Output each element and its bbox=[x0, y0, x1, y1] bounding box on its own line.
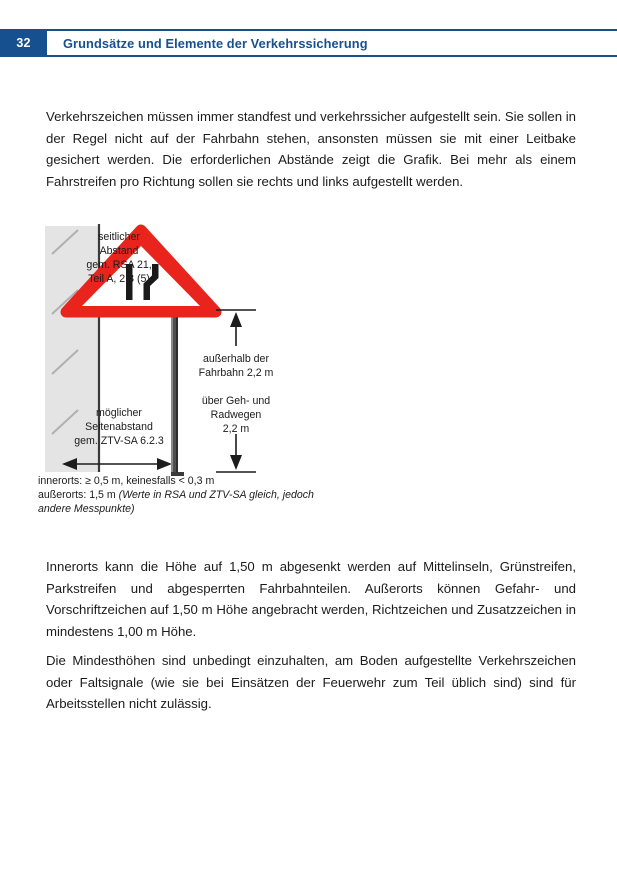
paragraph-intro: Verkehrszeichen müssen immer standfest und verkehrssicher aufgestellt sein. Sie sollen in der Regel nicht auf der Fahrbahn stehen, ansonsten müssen sie mit einer Leitbake gesichert werden. Die erforderlichen Abstände zeigt die Grafik. Bei mehr als einem Fahrstreifen pro Richtung sollen sie rechts und links aufgestellt werden. bbox=[46, 109, 576, 189]
paragraph-end: Die Mindesthöhen sind unbedingt einzuhalten, am Boden aufgestellte Verkehrszeichen oder Faltsignale (wie sie bei Einsätzen der Feuerwehr zum Teil üblich sind) sind für Arbeitsstellen nicht zulässig. bbox=[46, 653, 576, 712]
caption-line-2 bbox=[38, 488, 378, 502]
caption-line-1: innerorts: ≥ 0,5 m, keinesfalls < 0,3 m bbox=[38, 475, 215, 487]
label-over-paths-line3: 2,2 m bbox=[222, 423, 250, 435]
dimension-vertical-bottom bbox=[216, 434, 256, 472]
label-lateral-line1: seitlicher bbox=[98, 231, 140, 243]
label-outside-carriageway bbox=[199, 353, 274, 379]
label-side-line3: gem. ZTV-SA 6.2.3 bbox=[74, 435, 164, 447]
page-title: Grundsätze und Elemente der Verkehrssicherung bbox=[63, 35, 368, 51]
page-running-header bbox=[0, 29, 617, 57]
figure-caption bbox=[38, 474, 378, 517]
label-lateral-line2: Abstand bbox=[99, 245, 139, 257]
label-over-paths-line1: über Geh- und bbox=[201, 395, 271, 407]
label-lateral-line3: gem. RSA 21, bbox=[86, 259, 152, 271]
label-over-paths-line2: Radwegen bbox=[210, 409, 262, 421]
label-over-paths bbox=[202, 395, 270, 435]
caption-line-3: andere Messpunkte) bbox=[38, 503, 135, 516]
paragraph-middle: Innerorts kann die Höhe auf 1,50 m abgesenkt werden auf Mittelinseln, Grünstreifen, Parkstreifen und abgesperrten Fahrbahnteilen. Außerorts können Gefahr- und Vorschriftzeichen auf 1,50 m Höhe angebracht werden, Richtzeichen und Zusatzzeichen in mindestens 1,00 m Höhe. bbox=[46, 559, 576, 639]
dimension-vertical-top bbox=[216, 310, 256, 346]
label-outside-line2: Fahrbahn 2,2 m bbox=[198, 367, 274, 379]
caption-line-2-plain: außerorts: 1,5 m bbox=[38, 489, 119, 502]
label-side-line2: Seitenabstand bbox=[85, 421, 153, 433]
page-number: 32 bbox=[0, 31, 47, 55]
label-lateral-line4: Teil A, 2.3 (5) bbox=[88, 273, 150, 285]
label-outside-line1: außerhalb der bbox=[203, 353, 269, 365]
label-side-line1: möglicher bbox=[96, 407, 142, 419]
caption-line-2-italic: (Werte in RSA und ZTV-SA gleich, jedoch bbox=[118, 489, 314, 502]
header-rule-bottom bbox=[0, 55, 617, 57]
sign-post bbox=[171, 308, 184, 476]
